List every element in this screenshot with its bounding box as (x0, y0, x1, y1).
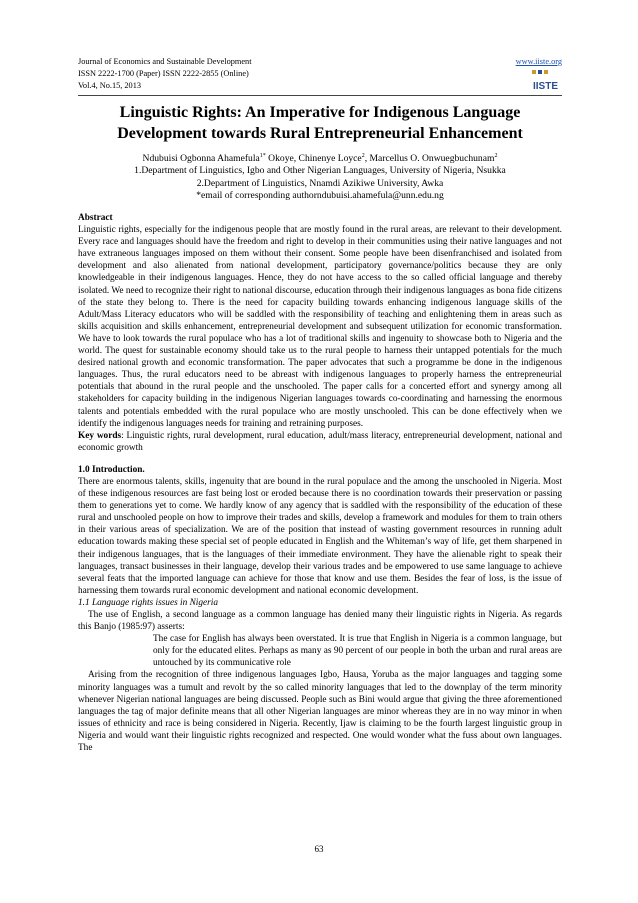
paper-title (78, 102, 562, 144)
body-paragraph: Arising from the recognition of three indigenous languages Igbo, Hausa, Yoruba as the major languages and tagging some minority languages was a tumult and revolt by the so called minority languages that led to the downplay of the term minority whenever Nigerian national languages are being discussed. People such as Bini would argue that giving the three aforementioned languages the tag of major definite means that all other Nigerian languages are minor whereas they are in no way minor in when issues of ethnicity and race is being considered in Nigeria. Recently, Ijaw is claiming to be the fourth largest linguistic group in Nigeria and would want their linguistic rights recognized and respected. One would wonder what the fuss about own languages. The (78, 670, 562, 754)
iiste-logo-icon (529, 69, 562, 94)
abstract-heading: Abstract (78, 213, 113, 223)
journal-header (78, 56, 562, 92)
keywords: Key words: Linguistic rights, rural development, rural education, adult/mass literacy, entrepreneurial development, national and economic growth (78, 430, 562, 453)
header-divider (78, 95, 562, 96)
introduction-text: There are enormous talents, skills, ingenuity that are bound in the rural populace and the among the unschooled in Nigeria. Most of these indigenous resources are fast being lost or eroded because there is no coordination towards their preservation or passing them to generations yet to come. We hardly know of any agency that is saddled with the responsibility of the education of these rural and unschooled people on how to improve their trades and skills, develop a framework and modules for them to train others in their various areas of specialization. We are of the position that instead of wasting government resources in running adult education towards making these special set of people educated in English and the Whiteman’s way of life, get them sharpened in their indigenous languages, that is the languages of their immediate environment. They have the alienable right to speak their languages, transact businesses in their language, develop their various trades and be empowered to use same language to achieve several feats that the imported language can achieve for those that know and use them. Besides the fear of loss, is the issue of harnessing them towards rural economic development and national economic development. (78, 476, 562, 596)
introduction-heading: 1.0 Introduction. (78, 464, 145, 475)
journal-url-link[interactable]: www.iiste.org (515, 57, 562, 66)
journal-issn: ISSN 2222-1700 (Paper) ISSN 2222-2855 (Online) (78, 69, 249, 78)
title-line-2: Development towards Rural Entrepreneurial Enhancement (117, 125, 523, 142)
iiste-logo (529, 69, 562, 94)
abstract-text: Linguistic rights, especially for the indigenous people that are mostly found in the rural areas, are relevant to their development. Every race and languages should have the freedom and right to develop in their communities using their native languages and not have extraneous languages imposed on them without their consent. Some people have been disenfranchised and isolated from development and also alienated from national development, participatory governance/politics because they are only knowledgeable in their indigenous languages. Hence, they do not have access to the so called official language and thereby isolated. We need to recognize their right to national discourse, education through their indigenous languages as bona fide citizens of the state they belong to. There is the need for capacity building towards enhancing indigenous language skills of the Adult/Mass Literacy educators who will be saddled with the responsibility of teaching and enlightening them in areas such as skills acquisition and skills enhancement, entrepreneurial development and subsequent utilization for economic transformation. We have to look towards the rural populace who has a lot of traditional skills and ingenuity to showcase both to Nigeria and the world. The quest for sustainable economy should take us to the rural people to harness their untapped potentials for the much desired national growth and economic transformation. The paper advocates that such a programme be done in the indigenous languages. Thus, the rural educators need to be abreast with indigenous languages to properly harness the entrepreneurial potentials that abound in the rural people and the unschooled. The paper calls for a concerted effort and synergy among all stakeholders for capacity building in the indigenous Nigerian languages towards co-coordinating and harnessing the enormous talents and potentials embedded with the rural populace who are mostly unschooled. This can be done effectively when we identify the indigenous languages needs for training and retraining purposes. (78, 225, 562, 429)
subsection-heading: 1.1 Language rights issues in Nigeria (78, 597, 218, 608)
title-line-1: Linguistic Rights: An Imperative for Indigenous Language (119, 104, 521, 121)
paper-body (78, 212, 562, 754)
page-number: 63 (314, 844, 324, 854)
subsection-text: The use of English, a second language as a common language has denied many their linguistic rights in Nigeria. As regards this Banjo (1985:97) asserts: (78, 610, 562, 633)
block-quote: The case for English has always been overstated. It is true that English in Nigeria is a common language, but only for the educated elites. Perhaps as many as 90 percent of our people in both the urban and rural areas are untouched by its communicative role (153, 634, 562, 669)
svg-text:IISTE: IISTE (532, 81, 559, 92)
author-list: Ndubuisi Ogbonna Ahamefula$^{1*}$ Okoye, Chinenye Loyce$^2$, Marcellus O. Onwuegbuchunam$^2$ (142, 153, 498, 165)
author-block (78, 150, 562, 202)
journal-name: Journal of Economics and Sustainable Development (78, 57, 252, 66)
journal-volume: Vol.4, No.15, 2013 (78, 81, 141, 90)
affiliation-1: 1.Department of Linguistics, Igbo and Other Nigerian Languages, University of Nigeria, Nsukka (134, 165, 506, 177)
affiliation-2: 2.Department of Linguistics, Nnamdi Azikiwe University, Awka (196, 177, 444, 189)
corresponding-email: *email of corresponding authorndubuisi.ahamefula@unn.edu.ng (196, 189, 444, 201)
